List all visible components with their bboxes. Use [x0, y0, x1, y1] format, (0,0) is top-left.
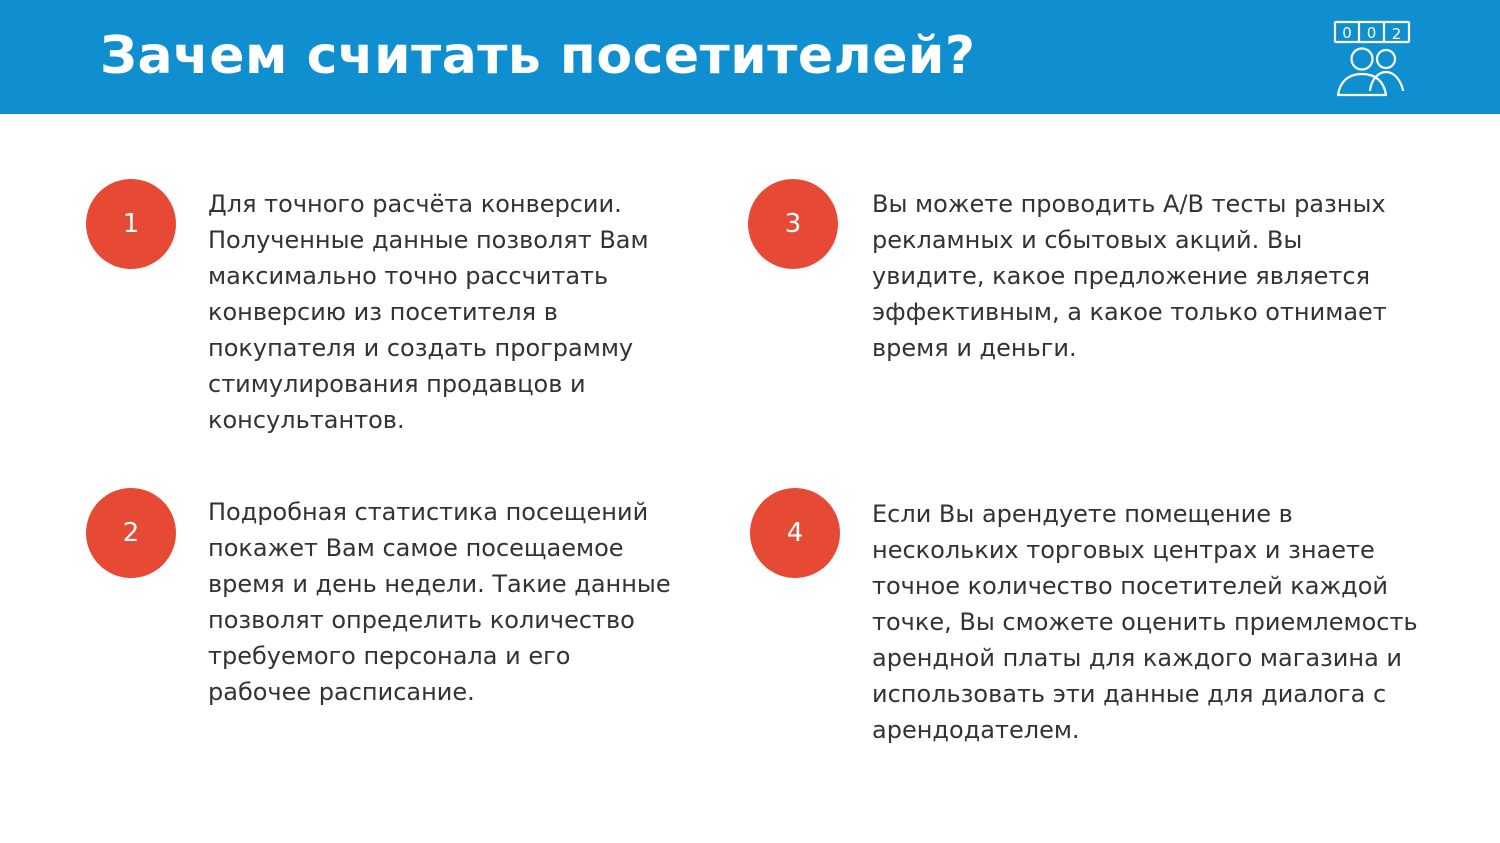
- slide-title: Зачем считать посетителей?: [100, 26, 976, 86]
- visitor-counter-icon: [1333, 20, 1411, 98]
- counter-digit-3: 2: [1391, 25, 1402, 43]
- reason-text: Если Вы арендуете помещение в нескольких торговых центрах и знаете точное количество посетителей каждой точке, Вы сможете оценить приемлемость арендной платы для каждого магазина и использовать эти данные для диалога с арендодателем.: [872, 500, 1418, 744]
- number-badge: 1: [86, 179, 176, 269]
- reason-text: Подробная статистика посещений покажет Вам самое посещаемое время и день недели. Такие данные позволят определить количество требуемого персонала и его рабочее расписание.: [208, 498, 671, 706]
- counter-digit-2: 0: [1366, 24, 1377, 42]
- header-bar: [0, 0, 1500, 114]
- number-badge: 2: [86, 488, 176, 578]
- number-badge: 4: [750, 488, 840, 578]
- number-badge: 3: [748, 179, 838, 269]
- reason-text: Вы можете проводить А/В тесты разных рекламных и сбытовых акций. Вы увидите, какое предложение является эффективным, а какое только отнимает время и деньги.: [872, 190, 1387, 362]
- reason-text: Для точного расчёта конверсии. Полученные данные позволят Вам максимально точно рассчитать конверсию из посетителя в покупателя и создать программу стимулирования продавцов и консультантов.: [208, 190, 649, 434]
- counter-digit-1: 0: [1342, 24, 1352, 42]
